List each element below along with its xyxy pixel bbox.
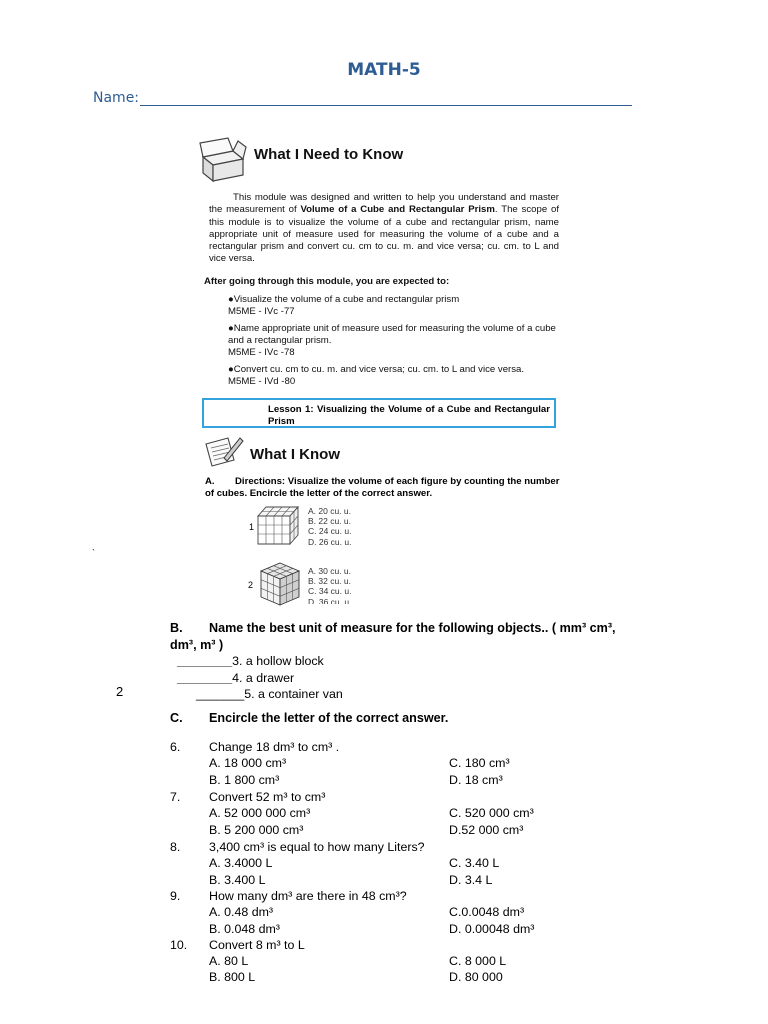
option-d[interactable]: D.52 000 cm³ <box>449 823 524 837</box>
question-8: 8. 3,400 cm³ is equal to how many Liters? A. 3.4000 L C. 3.40 L B. 3.400 L D. 3.4 L <box>170 840 500 887</box>
option-c[interactable]: C. 520 000 cm³ <box>449 806 534 820</box>
option-a[interactable]: A. 52 000 000 cm³ <box>209 806 311 820</box>
option[interactable]: C. 34 cu. u. <box>308 586 352 597</box>
option-d[interactable]: D. 0.00048 dm³ <box>449 922 535 936</box>
option-b[interactable]: B. 800 L <box>209 970 256 984</box>
option-c[interactable]: C.0.0048 dm³ <box>449 905 525 919</box>
what-i-know-title: What I Know <box>250 446 340 463</box>
objectives-heading: After going through this module, you are expected to: <box>204 276 450 287</box>
option-a[interactable]: A. 3.4000 L <box>209 856 273 870</box>
option[interactable]: D. 26 cu. u. <box>308 536 352 547</box>
page-number: 2 <box>116 684 124 699</box>
option-c[interactable]: C. 3.40 L <box>449 856 500 870</box>
option-d[interactable]: D. 18 cm³ <box>449 773 503 787</box>
paper-pencil-icon <box>204 434 244 468</box>
open-box-icon <box>198 137 248 183</box>
objective-item: ●Name appropriate unit of measure used for measuring the volume of a cube and a rectangular prism. M5ME - IVc -78 <box>228 323 556 358</box>
what-i-need-to-know-title: What I Need to Know <box>254 146 404 163</box>
answer-item[interactable]: _______5. a container van <box>196 687 343 701</box>
page-title: MATH-5 <box>347 60 421 80</box>
objective-item: ●Visualize the volume of a cube and rectangular prism M5ME - IVc -77 <box>228 294 460 317</box>
name-field[interactable] <box>93 90 632 106</box>
lesson-title-box <box>202 398 556 428</box>
intro-paragraph: This module was designed and written to help you understand and master the measurement of Volume of a Cube and Rectangular Prism. The scope of this module is to visualize the volume of a cube and rectangular prism, name appropriate unit of measure used for measuring the volume of a cube and a rectangular prism and convert cu. cm to cu. m. and vice versa; cu. cm. to L and vice versa. <box>209 192 559 265</box>
cube-figure-1 <box>256 504 300 546</box>
name-underline[interactable] <box>140 91 632 106</box>
item-2-options <box>308 566 351 604</box>
option-c[interactable]: C. 8 000 L <box>449 954 507 968</box>
option-b[interactable]: B. 3.400 L <box>209 873 266 887</box>
option[interactable]: B. 22 cu. u. <box>308 516 351 527</box>
cube-figure-2 <box>259 561 301 607</box>
lesson-title: Lesson 1: Visualizing the Volume of a Cube and Rectangular Prism <box>268 404 550 427</box>
option-d[interactable]: D. 80 000 <box>449 970 503 984</box>
option-b[interactable]: B. 0.048 dm³ <box>209 922 280 936</box>
option-b[interactable]: B. 5 200 000 cm³ <box>209 823 304 837</box>
question-7: 7. Convert 52 m³ to cm³ A. 52 000 000 cm³ C. 520 000 cm³ B. 5 200 000 cm³ D.52 000 cm³ <box>170 790 534 837</box>
question-9: 9. How many dm³ are there in 48 cm³? A. 0.48 dm³ C.0.0048 dm³ B. 0.048 dm³ D. 0.00048 dm³ <box>170 889 535 936</box>
section-c-heading: C. Encircle the letter of the correct answer. <box>170 711 449 725</box>
option[interactable]: D. 36 cu. u. <box>308 596 352 604</box>
section-b <box>170 620 620 703</box>
option-a[interactable]: A. 80 L <box>209 954 249 968</box>
option-a[interactable]: A. 18 000 cm³ <box>209 756 287 770</box>
item-1-options <box>308 506 351 547</box>
option-d[interactable]: D. 3.4 L <box>449 873 493 887</box>
section-b-heading: B. Name the best unit of measure for the following objects.. ( mm³ cm³, dm³, m³ ) <box>170 621 616 652</box>
stray-mark: ` <box>92 548 95 558</box>
answer-item[interactable]: ________3. a hollow block <box>177 654 324 668</box>
section-c-label: C. <box>170 711 183 725</box>
question-10: 10. Convert 8 m³ to L A. 80 L C. 8 000 L B. 800 L D. 80 000 <box>170 938 507 984</box>
option[interactable]: C. 24 cu. u. <box>308 526 352 537</box>
option[interactable]: B. 32 cu. u. <box>308 576 351 587</box>
option[interactable]: A. 30 cu. u. <box>308 566 351 576</box>
directions-a: A. Directions: Visualize the volume of each figure by counting the number of cubes. Encircle the letter of the correct answer. <box>205 476 560 499</box>
name-label: Name: <box>93 90 140 106</box>
option-c[interactable]: C. 180 cm³ <box>449 756 510 770</box>
objective-item: ●Convert cu. cm to cu. m. and vice versa; cu. cm. to L and vice versa. M5ME - IVd -80 <box>228 364 525 387</box>
option[interactable]: A. 20 cu. u. <box>308 506 351 516</box>
question-6: 6. Change 18 dm³ to cm³ . A. 18 000 cm³ C. 180 cm³ B. 1 800 cm³ D. 18 cm³ <box>170 740 510 787</box>
section-b-label: B. <box>170 621 183 635</box>
objectives-list <box>204 276 564 393</box>
item-number: 2 <box>248 580 254 590</box>
item-number: 1 <box>249 522 255 532</box>
option-b[interactable]: B. 1 800 cm³ <box>209 773 280 787</box>
answer-item[interactable]: ________4. a drawer <box>177 670 295 685</box>
section-a-label: A. <box>205 476 215 487</box>
option-a[interactable]: A. 0.48 dm³ <box>209 905 274 919</box>
